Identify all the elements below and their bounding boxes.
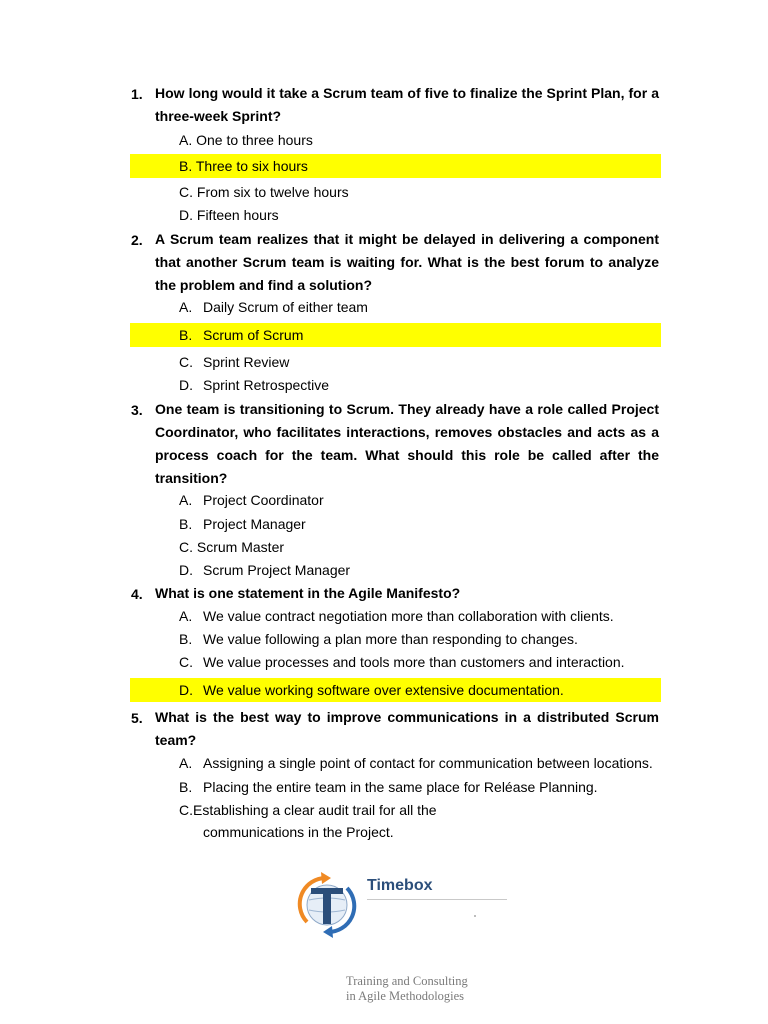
question-5-option-c [179, 799, 437, 843]
option-text: One to three hours [196, 132, 313, 148]
footer-tagline [346, 974, 468, 1004]
option-letter: D. [179, 562, 193, 578]
option-text: We value working software over extensive documentation. [203, 682, 564, 698]
option-text: Sprint Retrospective [203, 377, 330, 393]
option-letter: A. [179, 132, 193, 148]
question-5-text: What is the best way to improve communications in a distributed Scrum team? [155, 709, 659, 748]
question-3-option-c [179, 537, 284, 557]
option-letter: C. [179, 802, 193, 818]
question-4-option-c [179, 652, 625, 672]
logo-dot [474, 915, 476, 917]
question-4-number: 4. [131, 586, 143, 602]
option-text: Fifteen hours [196, 207, 279, 223]
question-1-option-b [179, 156, 308, 176]
option-letter: B. [179, 779, 193, 795]
option-text: Placing the entire team in the same place for Reléase Planning. [203, 779, 598, 795]
option-letter: C. [179, 184, 193, 200]
question-2-option-c [179, 352, 289, 372]
option-text: Three to six hours [195, 158, 308, 174]
option-text: Daily Scrum of either team [203, 299, 368, 315]
option-text: Sprint Review [203, 354, 290, 370]
question-1-option-d [179, 205, 279, 225]
question-1-option-c [179, 182, 349, 202]
question-4-option-d [179, 680, 564, 700]
question-3-option-a [179, 490, 324, 510]
option-letter: A. [179, 299, 193, 315]
option-text-continued: communications in the Project. [203, 824, 394, 840]
option-letter: A. [179, 755, 193, 771]
option-letter: D. [179, 207, 193, 223]
question-2-number: 2. [131, 232, 143, 248]
option-text: We value contract negotiation more than collaboration with clients. [203, 608, 614, 624]
option-text: Establishing a clear audit trail for all the [193, 802, 437, 818]
option-letter: A. [179, 492, 193, 508]
question-3-text: One team is transitioning to Scrum. They already have a role called Project Coordinator, who facilitates interactions, removes obstacles and acts as a process coach for the team. What should this role be called after the transition? [155, 401, 659, 486]
question-4-text: What is one statement in the Agile Manifesto? [155, 585, 461, 601]
logo-wordmark: Timebox [367, 877, 433, 894]
question-2-option-d [179, 375, 329, 395]
option-letter: B. [179, 631, 193, 647]
question-3-option-d [179, 560, 350, 580]
question-3-number: 3. [131, 402, 143, 418]
logo-divider [367, 899, 507, 900]
option-letter: D. [179, 377, 193, 393]
option-letter: B. [179, 516, 193, 532]
option-letter: C. [179, 654, 193, 670]
footer-line-2: in Agile Methodologies [346, 989, 465, 1003]
option-text: We value processes and tools more than customers and interaction. [203, 654, 625, 670]
option-letter: B. [179, 158, 193, 174]
option-text: Scrum of Scrum [203, 327, 304, 343]
option-text: From six to twelve hours [196, 184, 349, 200]
question-3-option-b [179, 514, 306, 534]
option-text: Scrum Master [196, 539, 285, 555]
question-2-option-a [179, 297, 368, 317]
option-letter: D. [179, 682, 193, 698]
option-letter: A. [179, 608, 193, 624]
option-text: We value following a plan more than responding to changes. [203, 631, 578, 647]
question-2-text: A Scrum team realizes that it might be delayed in delivering a component that another Scrum team is waiting for. What is the best forum to analyze the problem and find a solution? [155, 231, 659, 293]
question-1-option-a [179, 130, 313, 150]
question-5-number: 5. [131, 710, 143, 726]
question-5-option-b [179, 777, 598, 797]
option-text: Assigning a single point of contact for communication between locations. [203, 755, 653, 771]
question-1-number: 1. [131, 86, 143, 102]
question-2-option-b [179, 325, 303, 345]
option-letter: C. [179, 354, 193, 370]
option-text: Project Coordinator [203, 492, 324, 508]
option-text: Scrum Project Manager [203, 562, 351, 578]
option-letter: B. [179, 327, 193, 343]
question-5-option-a [179, 753, 653, 773]
option-text: Project Manager [203, 516, 306, 532]
question-4-option-a [179, 606, 614, 626]
footer-line-1: Training and Consulting [346, 974, 468, 988]
question-1-text: How long would it take a Scrum team of five to finalize the Sprint Plan, for a three-week Sprint? [155, 85, 659, 124]
question-4-option-b [179, 629, 578, 649]
option-letter: C. [179, 539, 193, 555]
